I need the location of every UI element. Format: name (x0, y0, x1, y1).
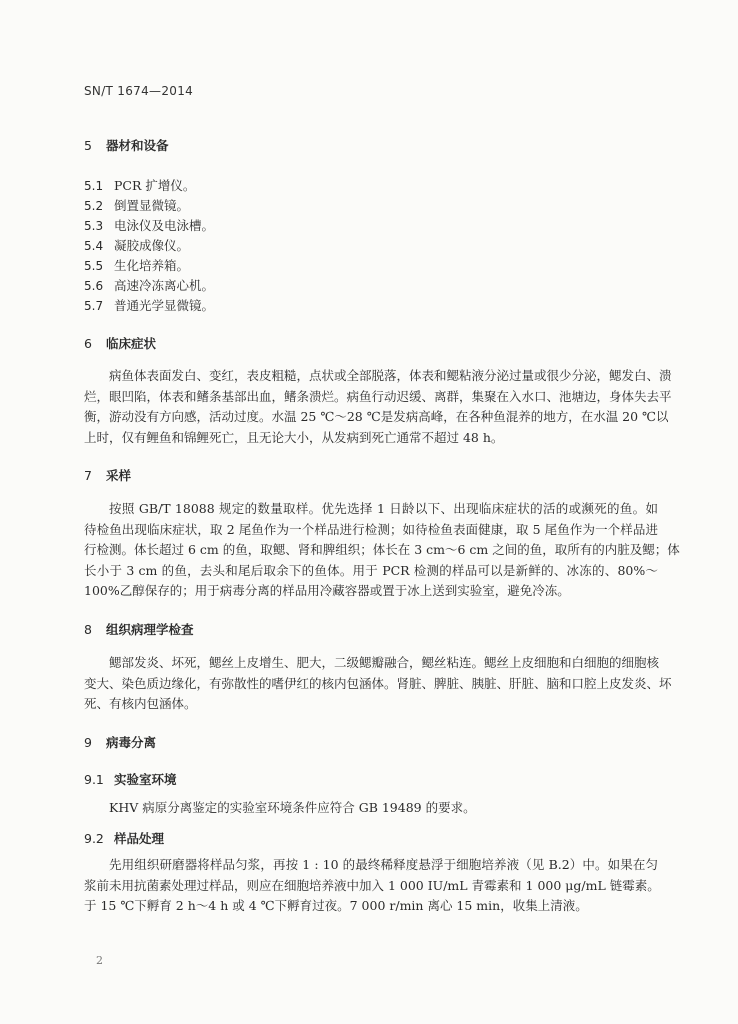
item-text: 普通光学显微镜。 (114, 298, 215, 313)
paragraph-line: 行检测。体长超过 6 cm 的鱼，取鳃、肾和脾组织；体长在 3 cm～6 cm 之间的鱼，取所有的内脏及鳃；体 (84, 542, 680, 557)
list-item-5-2 (84, 196, 189, 214)
section-number: 6 (84, 336, 92, 351)
standard-code-header: SN/T 1674—2014 (84, 84, 194, 98)
paragraph-line: 长小于 3 cm 的鱼，去头和尾后取余下的鱼体。用于 PCR 检测的样品可以是新鲜的、冰冻的、80%～ (84, 562, 658, 578)
paragraph-line: 衡，游动没有方向感，活动过度。水温 25 ℃～28 ℃是发病高峰，在各种鱼混养的地方，在水温 20 ℃以 (84, 409, 669, 424)
section-6-heading (84, 334, 156, 352)
section-9-2-heading (84, 829, 164, 847)
section-8-paragraph (84, 653, 672, 715)
paragraph-line: 于 15 ℃下孵育 2 h～4 h 或 4 ℃下孵育过夜。7 000 r/min 离心 15 min，收集上清液。 (84, 898, 588, 913)
list-item-5-4 (84, 236, 189, 254)
item-text: PCR 扩增仪。 (114, 178, 196, 193)
section-9-1-heading (84, 770, 177, 788)
section-9-heading (84, 733, 156, 751)
paragraph-line: 浆前未用抗菌素处理过样品，则应在细胞培养液中加入 1 000 IU/mL 青霉素和 1 000 μg/mL 链霉素。 (84, 877, 660, 893)
list-item-5-6 (84, 276, 214, 294)
item-text: 高速冷冻离心机。 (114, 278, 215, 293)
paragraph-line: 死、有核内包涵体。 (84, 696, 197, 711)
section-6-paragraph (84, 366, 672, 448)
list-item-5-1 (84, 176, 195, 194)
item-text: 倒置显微镜。 (114, 198, 190, 213)
section-8-heading (84, 620, 194, 638)
item-number: 5.3 (84, 219, 104, 233)
section-number: 8 (84, 622, 92, 637)
section-7-paragraph (84, 499, 680, 602)
section-title: 组织病理学检查 (106, 622, 194, 637)
section-number: 9 (84, 735, 92, 750)
section-9-2-paragraph (84, 855, 658, 917)
paragraph-line: 病鱼体表面发白、变红，表皮粗糙，点状或全部脱落，体表和鳃粘液分泌过量或很少分泌，鳃发白、溃 (109, 368, 672, 383)
section-number: 5 (84, 138, 92, 153)
paragraph-line: 100%乙醇保存的；用于病毒分离的样品用冷藏容器或置于冰上送到实验室，避免冷冻。 (84, 583, 570, 598)
list-item-5-7 (84, 296, 214, 314)
section-number: 9.2 (84, 831, 104, 846)
paragraph-line: 烂，眼凹陷，体表和鳍条基部出血，鳍条溃烂。病鱼行动迟缓、离群，集聚在入水口、池塘边，身体失去平 (84, 388, 672, 404)
paragraph-line: 鳃部发炎、坏死，鳃丝上皮增生、肥大，二级鳃瓣融合，鳃丝粘连。鳃丝上皮细胞和白细胞的细胞核 (109, 655, 660, 670)
item-number: 5.1 (84, 179, 104, 193)
section-title: 器材和设备 (106, 138, 169, 153)
item-text: 凝胶成像仪。 (114, 238, 190, 253)
list-item-5-5 (84, 256, 189, 274)
item-text: 电泳仪及电泳槽。 (114, 218, 215, 233)
section-title: 采样 (106, 468, 132, 483)
section-7-heading (84, 466, 131, 484)
item-number: 5.6 (84, 279, 104, 293)
section-number: 7 (84, 468, 92, 483)
paragraph-line: 先用组织研磨器将样品匀浆，再按 1 : 10 的最终稀释度悬浮于细胞培养液（见 B.2）中。如果在匀 (109, 857, 658, 872)
item-number: 5.2 (84, 199, 104, 213)
list-item-5-3 (84, 216, 214, 234)
section-5-heading (84, 136, 169, 154)
item-number: 5.5 (84, 259, 104, 273)
item-number: 5.7 (84, 299, 104, 313)
paragraph-line: 变大、染色质边缘化，有弥散性的嗜伊红的核内包涵体。肾脏、脾脏、胰脏、肝脏、脑和口腔上皮发炎、坏 (84, 675, 672, 691)
section-number: 9.1 (84, 772, 104, 787)
section-9-1-paragraph (84, 798, 658, 819)
item-number: 5.4 (84, 239, 104, 253)
page-number: 2 (96, 954, 103, 967)
paragraph-line: KHV 病原分离鉴定的实验室环境条件应符合 GB 19489 的要求。 (109, 800, 476, 815)
section-title: 病毒分离 (106, 735, 157, 750)
paragraph-line: 待检鱼出现临床症状，取 2 尾鱼作为一个样品进行检测；如待检鱼表面健康，取 5 尾鱼作为一个样品进 (84, 521, 658, 537)
item-text: 生化培养箱。 (114, 258, 190, 273)
paragraph-line: 按照 GB/T 18088 规定的数量取样。优先选择 1 日龄以下、出现临床症状的活的或濒死的鱼。如 (109, 501, 658, 516)
paragraph-line: 上时，仅有鲤鱼和锦鲤死亡，且无论大小，从发病到死亡通常不超过 48 h。 (84, 429, 504, 445)
section-title: 临床症状 (106, 336, 157, 351)
section-title: 样品处理 (114, 831, 165, 846)
section-title: 实验室环境 (114, 772, 177, 787)
